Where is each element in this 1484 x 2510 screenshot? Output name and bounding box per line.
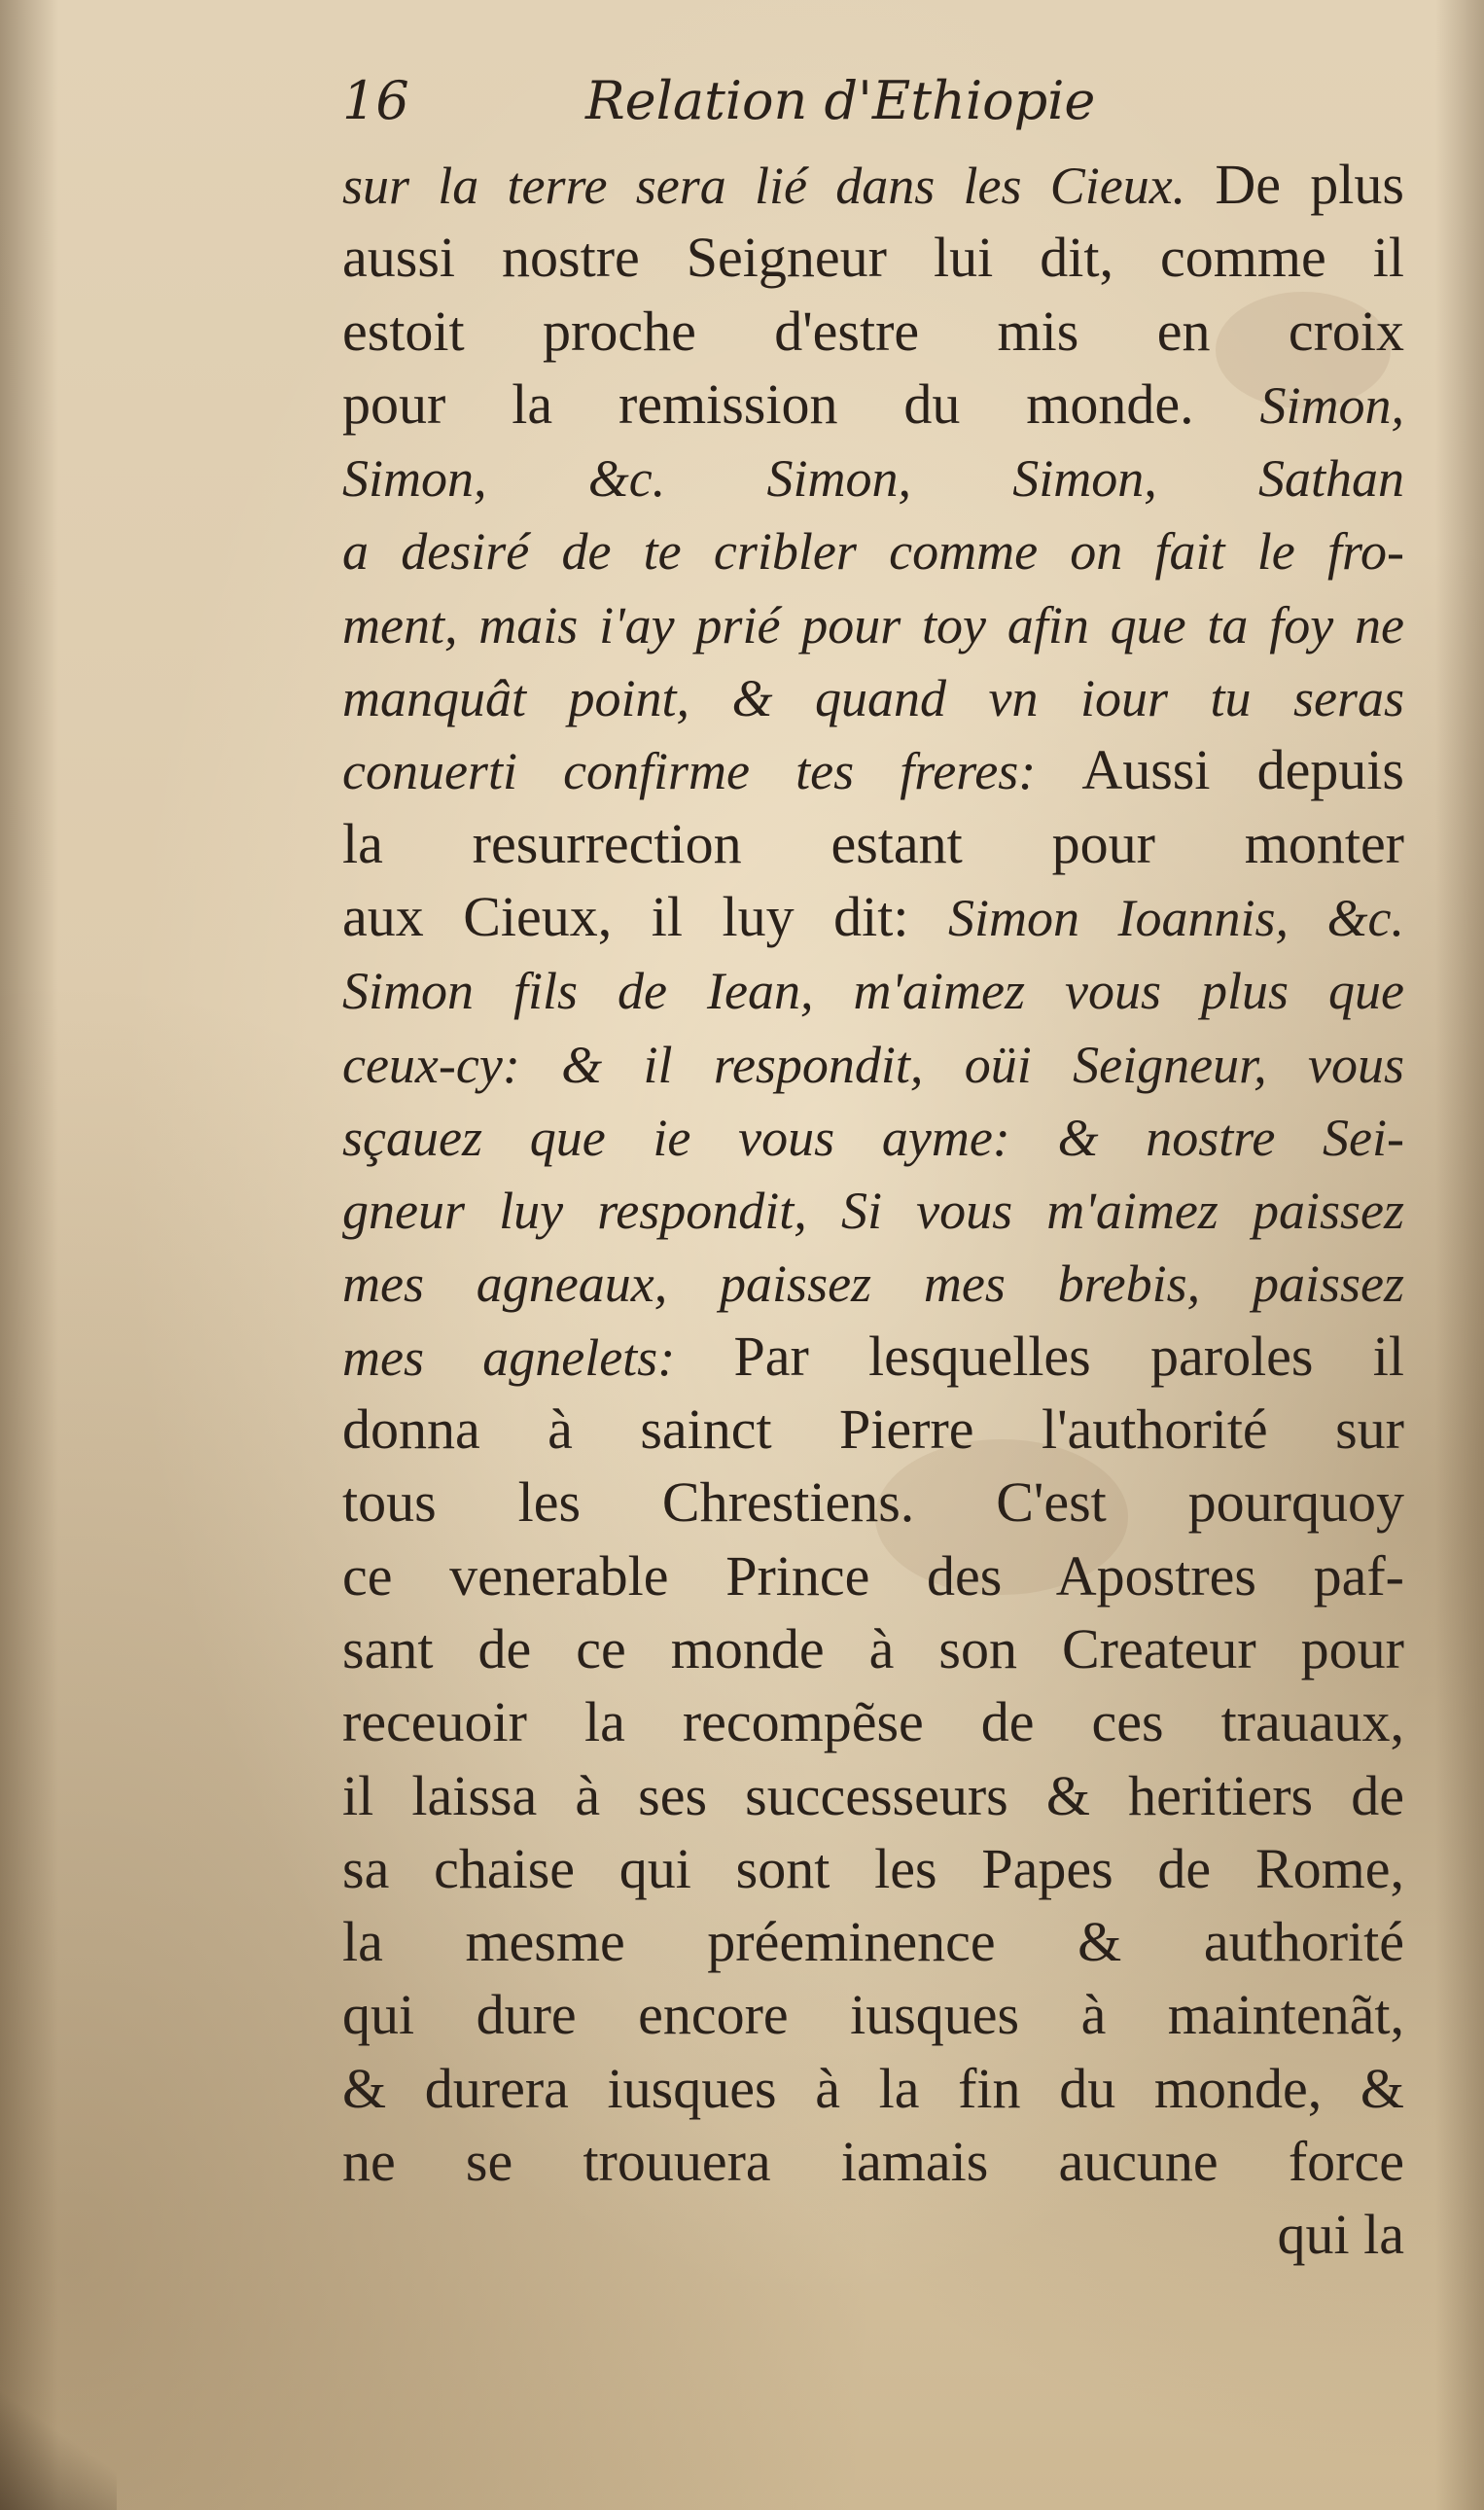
roman-text: il laissa à ses successeurs & heritiers de [342, 1763, 1404, 1827]
roman-text: sant de ce monde à son Createur pour [342, 1616, 1404, 1680]
roman-text: Par lesquelles paroles il [733, 1324, 1404, 1388]
text-line [342, 587, 1404, 660]
roman-text: ce venerable Prince des Apostres paf- [342, 1543, 1404, 1608]
italic-text: ceux-cy: & il respondit, oüi Seigneur, vous [342, 1035, 1404, 1094]
text-line [342, 1320, 1404, 1393]
roman-text: aussi nostre Seigneur lui dit, comme il [342, 226, 1404, 290]
edge-shadow [1435, 0, 1484, 2510]
roman-text: la resurrection estant pour monter [342, 811, 1404, 875]
text-line [342, 880, 1404, 953]
italic-text: mes agnelets: [342, 1327, 734, 1387]
text-line [342, 2052, 1404, 2125]
text-line [342, 295, 1404, 368]
italic-text: mes agneaux, paissez mes brebis, paissez [342, 1255, 1404, 1314]
roman-text: Aussi depuis [1081, 738, 1404, 802]
italic-text: Simon fils de Iean, m'aimez vous plus que [342, 962, 1404, 1021]
italic-text: sur la terre sera lié dans les Cieux. [342, 157, 1186, 215]
text-line [342, 1466, 1404, 1538]
italic-text: Simon, &c. Simon, Simon, Sathan [342, 449, 1404, 509]
italic-text: ment, mais i'ay prié pour toy afin que ta foy ne [342, 595, 1404, 654]
italic-text: gneur luy respondit, Si vous m'aimez paissez [342, 1182, 1404, 1241]
roman-text: tous les Chrestiens. C'est pourquoy [342, 1470, 1404, 1535]
gutter-shadow [0, 0, 58, 2510]
roman-text: la mesme préeminence & authorité [342, 1910, 1404, 1974]
italic-text: a desiré de te cribler comme on fait le fro- [342, 522, 1404, 582]
text-line [342, 221, 1404, 294]
text-line [342, 733, 1404, 806]
roman-text: De plus [1185, 153, 1404, 216]
text-line [342, 1612, 1404, 1685]
roman-text: & durera iusques à la fin du monde, & [342, 2056, 1404, 2120]
text-line [342, 513, 1404, 586]
text-line [342, 1685, 1404, 1758]
text-line [342, 953, 1404, 1026]
text-line [342, 441, 1404, 513]
text-line [342, 1100, 1404, 1173]
text-line [342, 1978, 1404, 2051]
text-line [342, 1173, 1404, 1246]
text-line [342, 1393, 1404, 1466]
text-line [342, 660, 1404, 733]
text-line [342, 1539, 1404, 1612]
italic-text: Simon, [1259, 375, 1404, 435]
text-line [342, 1027, 1404, 1100]
page-number: 16 [342, 70, 409, 131]
italic-text: sçauez que ie vous ayme: & nostre Sei- [342, 1108, 1404, 1167]
text-line [342, 1246, 1404, 1319]
text-line [342, 368, 1404, 441]
roman-text: qui dure encore iusques à maintenãt, [342, 1983, 1404, 2047]
italic-text: conuerti confirme tes freres: [342, 742, 1082, 801]
roman-text: ne se trouuera iamais aucune force [342, 2130, 1404, 2194]
italic-text: Simon Ioannis, &c. [948, 888, 1404, 947]
roman-text: sa chaise qui sont les Papes de Rome, [342, 1836, 1404, 1900]
text-line [342, 1905, 1404, 1978]
italic-text: manquât point, & quand vn iour tu seras [342, 669, 1404, 728]
text-line [342, 807, 1404, 880]
catchword: qui la [1277, 2203, 1404, 2267]
text-line [342, 2125, 1404, 2198]
roman-text: aux Cieux, il luy dit: [342, 884, 948, 948]
corner-fold [0, 2374, 117, 2510]
roman-text: estoit proche d'estre mis en croix [342, 299, 1404, 363]
running-head [342, 70, 1120, 138]
roman-text: pour la remission du monde. [342, 371, 1260, 436]
text-line [342, 1759, 1404, 1832]
body-text [342, 148, 1404, 2272]
running-title: Relation d'Ethiopie [585, 70, 1096, 131]
text-line [342, 1832, 1404, 1905]
roman-text: donna à sainct Pierre l'authorité sur [342, 1397, 1404, 1462]
text-line [342, 148, 1404, 221]
roman-text: receuoir la recompẽse de ces trauaux, [342, 1690, 1404, 1754]
